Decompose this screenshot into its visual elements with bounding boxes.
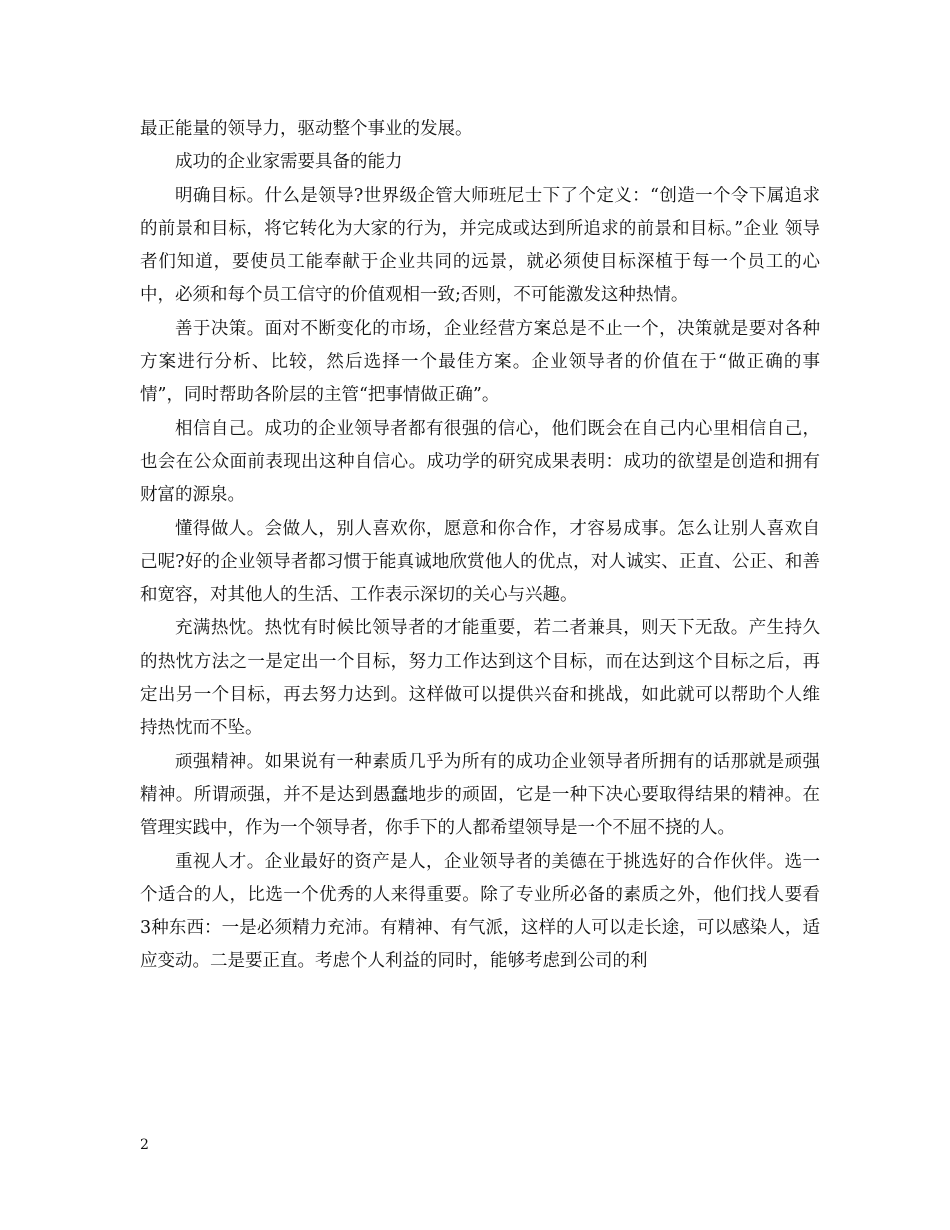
paragraph: 最正能量的领导力，驱动整个事业的发展。 <box>140 119 473 139</box>
paragraph: 明确目标。什么是领导?世界级企管大师班尼士下了个定义：“创造一个令下属追求的前景和目标，将它转化为大家的行为，并完成或达到所追求的前景和目标。”企业 领导者们知道，要使员工能奉献于企业共同的远景，就必须使目标深植于每一个员工的心中，必须和每个员工信守的价值观相一致;否则，不可能激发这种热情。 <box>140 185 820 306</box>
paragraph: 充满热忱。热忱有时候比领导者的才能重要，若二者兼具，则天下无敌。产生持久的热忱方法之一是定出一个目标，努力工作达到这个目标，而在达到这个目标之后，再定出另一个目标，再去努力达到。这样做可以提供兴奋和挑战，如此就可以帮助个人维持热忱而不坠。 <box>140 618 820 739</box>
section-heading: 成功的企业家需要具备的能力 <box>175 152 403 173</box>
page-number: 2 <box>140 1137 149 1153</box>
paragraph: 懂得做人。会做人，别人喜欢你，愿意和你合作，才容易成事。怎么让别人喜欢自己呢?好的企业领导者都习惯于能真诚地欣赏他人的优点，对人诚实、正直、公正、和善和宽容，对其他人的生活、工作表示深切的关心与兴趣。 <box>140 518 820 606</box>
paragraph: 相信自己。成功的企业领导者都有很强的信心，他们既会在自己内心里相信自己，也会在公众面前表现出这种自信心。成功学的研究成果表明：成功的欲望是创造和拥有财富的源泉。 <box>140 418 820 506</box>
document-body <box>140 113 820 979</box>
paragraph: 重视人才。企业最好的资产是人，企业领导者的美德在于挑选好的合作伙伴。选一个适合的人，比选一个优秀的人来得重要。除了专业所必备的素质之外，他们找人要看 3种东西：一是必须精力充沛。有精神、有气派，这样的人可以走长途，可以感染人，适应变动。二是要正直。考虑个人利益的同时，能够考虑到公司的利 <box>140 851 820 972</box>
paragraph: 顽强精神。如果说有一种素质几乎为所有的成功企业领导者所拥有的话那就是顽强精神。所谓顽强，并不是达到愚蠢地步的顽固，它是一种下决心要取得结果的精神。在管理实践中，作为一个领导者，你手下的人都希望领导是一个不屈不挠的人。 <box>140 751 820 839</box>
paragraph: 善于决策。面对不断变化的市场，企业经营方案总是不止一个，决策就是要对各种方案进行分析、比较，然后选择一个最佳方案。企业领导者的价值在于“做正确的事情”，同时帮助各阶层的主管“把事情做正确”。 <box>140 318 820 406</box>
